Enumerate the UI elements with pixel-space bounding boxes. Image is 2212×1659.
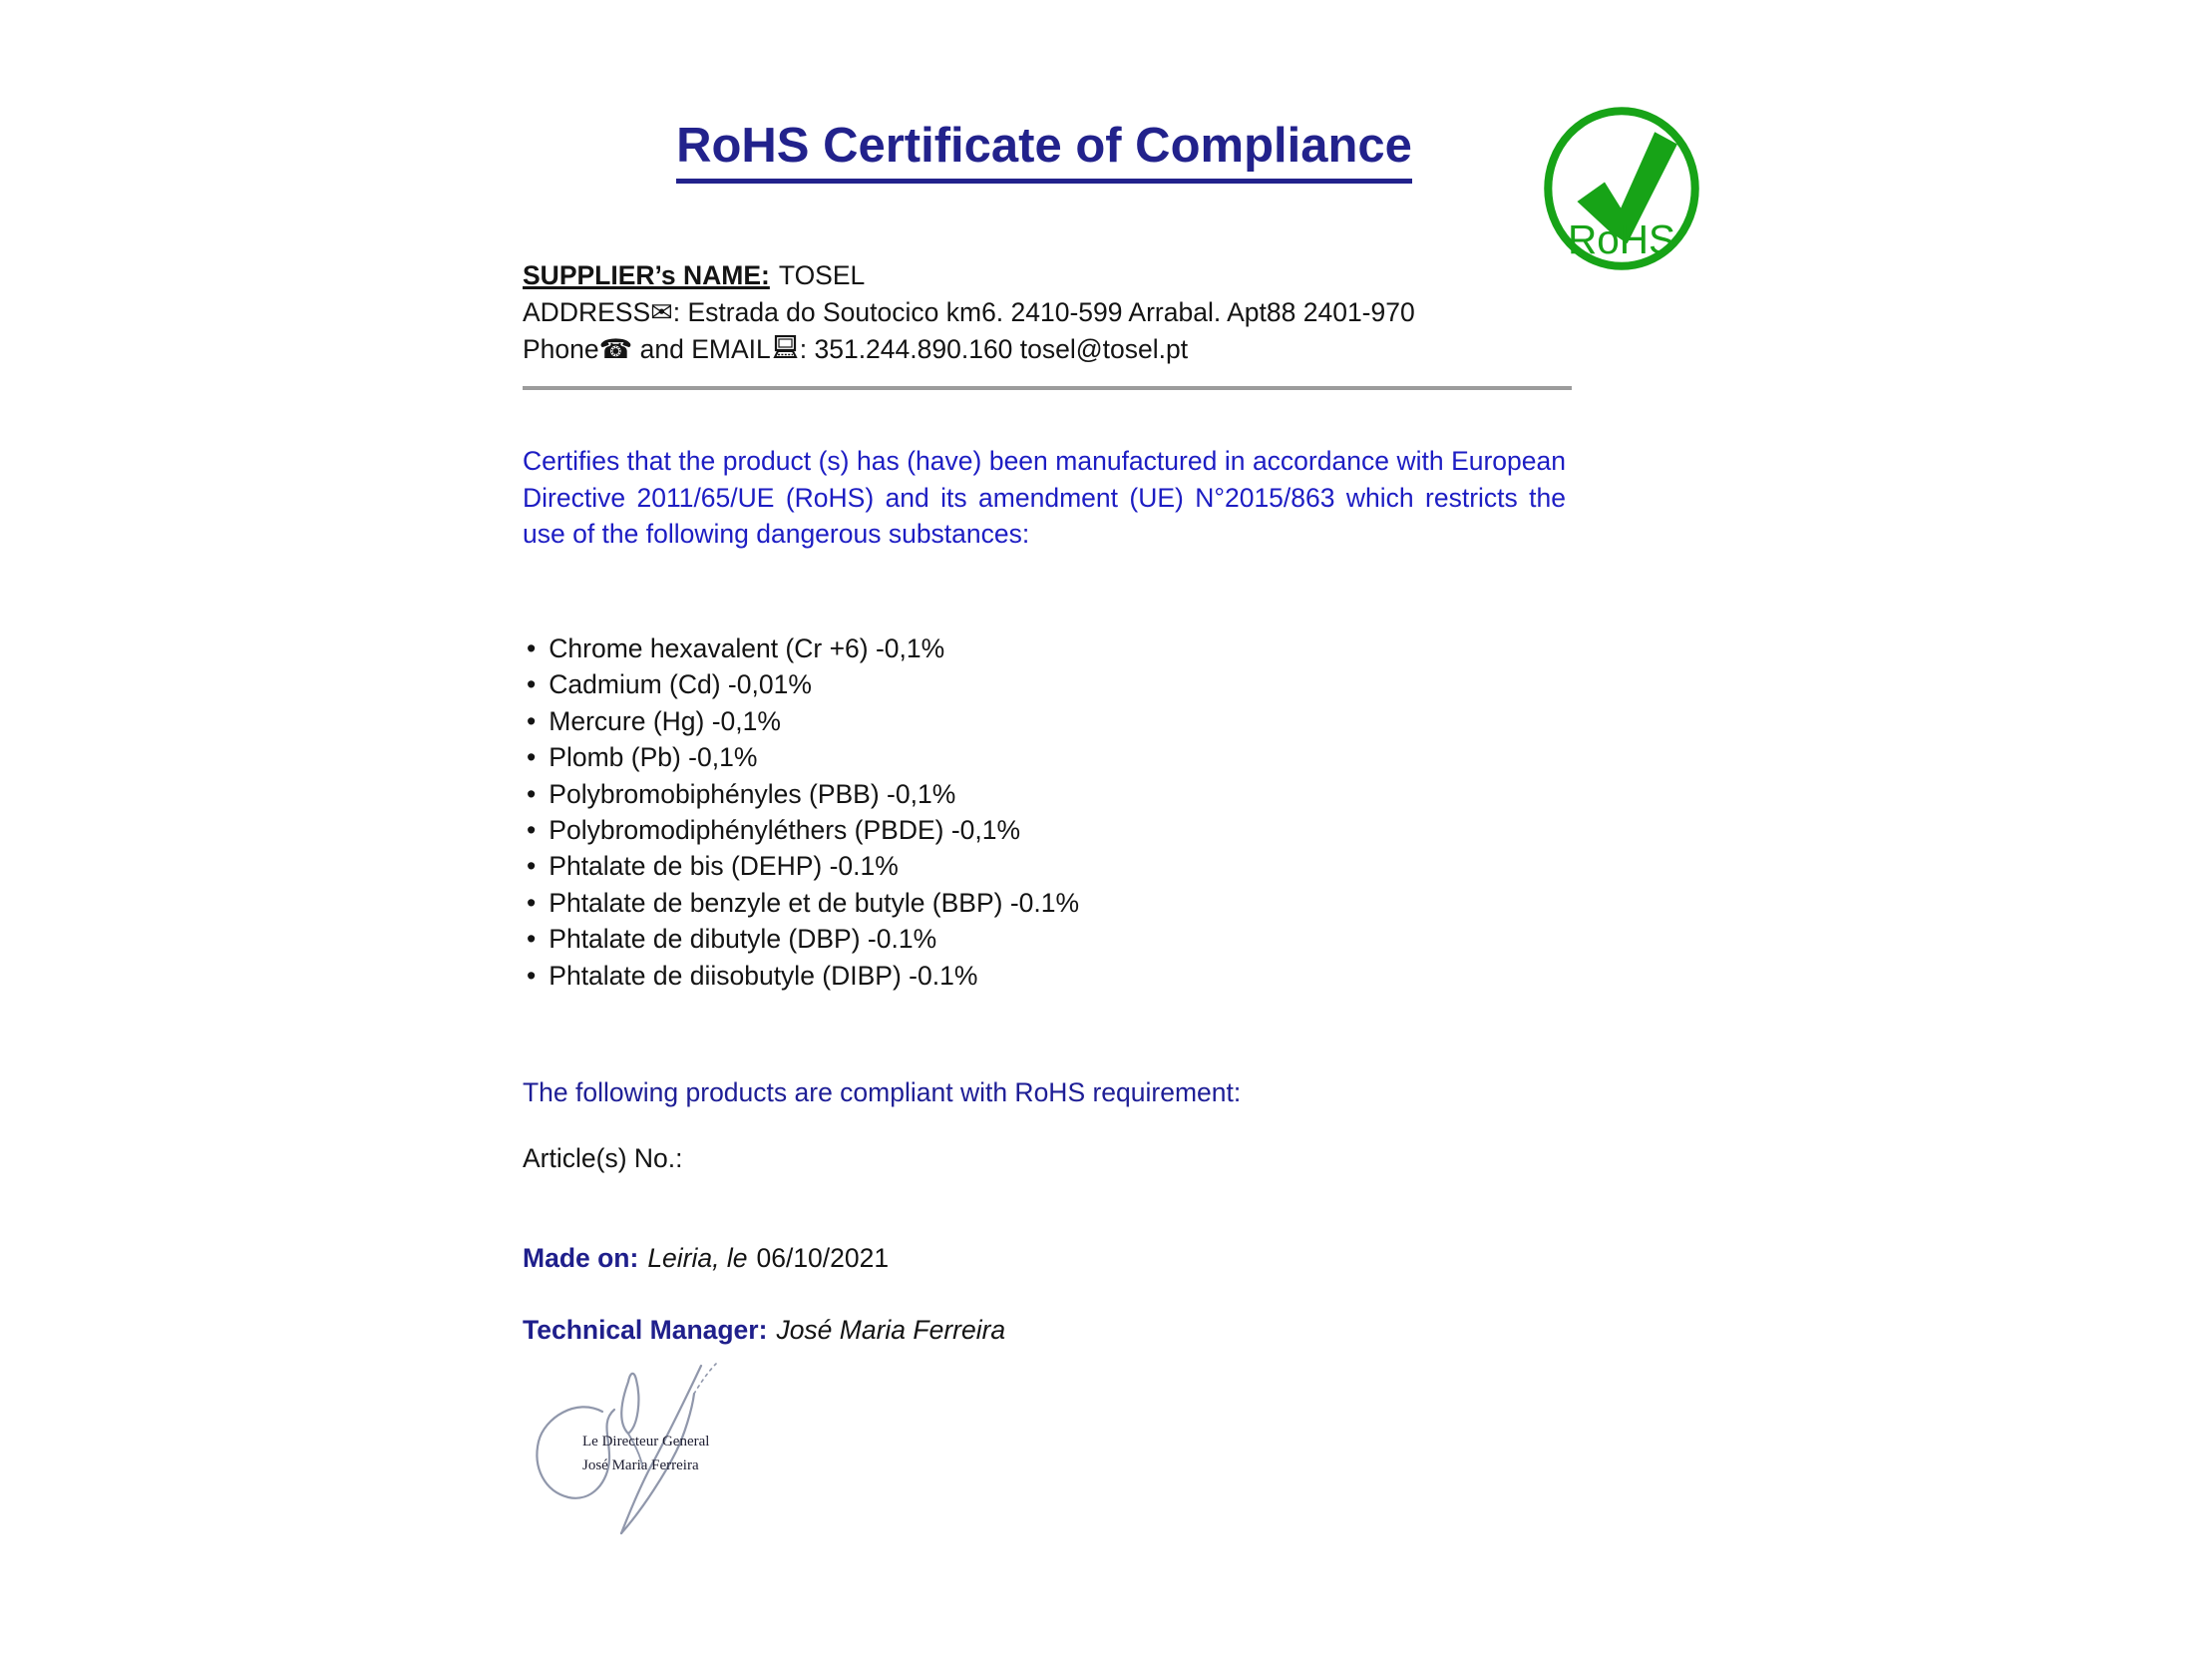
signature-line2: José Maria Ferreira [582, 1457, 699, 1473]
compliance-statement: The following products are compliant with RoHS requirement: [523, 1077, 1242, 1107]
substance-label: Plomb (Pb) -0,1% [549, 742, 758, 773]
signature-line1: Le Directeur General [582, 1434, 710, 1450]
supplier-block [523, 257, 1415, 368]
bullet-icon: • [527, 924, 537, 955]
bullet-icon: • [527, 742, 537, 773]
technical-manager-line [523, 1315, 1005, 1346]
signature [517, 1360, 752, 1555]
signature-loop-large [537, 1407, 614, 1497]
substance-item [527, 703, 1079, 739]
supplier-name-label: SUPPLIER’s NAME: [523, 260, 770, 290]
technical-manager-name: José Maria Ferreira [776, 1315, 1006, 1345]
articles-label: Article(s) No.: [523, 1143, 683, 1173]
supplier-contact-line [523, 331, 1415, 368]
substance-item [527, 776, 1079, 812]
made-on-label: Made on: [523, 1243, 639, 1273]
substance-label: Phtalate de benzyle et de butyle (BBP) -0.1% [549, 887, 1080, 918]
substance-label: Polybromodiphényléthers (PBDE) -0,1% [549, 815, 1021, 846]
substance-item [527, 812, 1079, 848]
bullet-icon: • [527, 851, 537, 882]
substance-item [527, 739, 1079, 775]
envelope-icon: ✉ [650, 297, 673, 327]
made-on-date: 06/10/2021 [756, 1243, 890, 1273]
substance-item [527, 921, 1079, 957]
bullet-icon: • [527, 778, 537, 809]
substance-label: Chrome hexavalent (Cr +6) -0,1% [549, 633, 945, 663]
substance-item [527, 666, 1079, 702]
made-on-place: Leiria, le [647, 1243, 748, 1273]
page-title: RoHS Certificate of Compliance [676, 118, 1412, 184]
horizontal-divider [523, 386, 1572, 390]
bullet-icon: • [527, 815, 537, 846]
substance-item [527, 848, 1079, 884]
substance-item [527, 885, 1079, 921]
substance-label: Phtalate de diisobutyle (DIBP) -0.1% [549, 960, 978, 991]
signature-descender [621, 1366, 701, 1533]
signature-loop-thin [621, 1374, 638, 1434]
technical-manager-label: Technical Manager: [523, 1315, 768, 1345]
phone-label: Phone [523, 334, 599, 364]
supplier-name-line [523, 257, 1415, 294]
contact-value: : 351.244.890.160 tosel@tosel.pt [799, 334, 1189, 364]
computer-icon [772, 335, 799, 361]
substances-list [527, 630, 1079, 994]
substance-label: Phtalate de bis (DEHP) -0.1% [549, 851, 899, 882]
made-on-line [523, 1243, 889, 1274]
substance-label: Phtalate de dibutyle (DBP) -0.1% [549, 924, 937, 955]
supplier-name-value: TOSEL [778, 260, 866, 290]
address-value: : Estrada do Soutocico km6. 2410-599 Arrabal. Apt88 2401-970 [672, 297, 1415, 327]
substance-label: Cadmium (Cd) -0,01% [549, 669, 812, 700]
bullet-icon: • [527, 887, 537, 918]
supplier-address-line [523, 294, 1415, 331]
bullet-icon: • [527, 705, 537, 736]
substance-label: Mercure (Hg) -0,1% [549, 705, 781, 736]
bullet-icon: • [527, 633, 537, 663]
substance-item [527, 630, 1079, 666]
rohs-logo [1541, 104, 1702, 273]
bullet-icon: • [527, 669, 537, 700]
logo-label: RoHS [1567, 215, 1676, 262]
certification-paragraph: Certifies that the product (s) has (have) been manufactured in accordance with European Directive 2011/65/UE (RoHS) and its amendment (UE) N°2015/863 which restricts the use of the following dangerous substances: [523, 446, 1566, 549]
phone-icon: ☎ [598, 334, 633, 364]
substance-label: Polybromobiphényles (PBB) -0,1% [549, 778, 956, 809]
and-email-label: and EMAIL [632, 334, 771, 364]
title-wrap [523, 118, 1566, 184]
bullet-icon: • [527, 960, 537, 991]
address-label: ADDRESS [523, 297, 651, 327]
substance-item [527, 958, 1079, 994]
signature-dotted-tail [694, 1364, 716, 1394]
